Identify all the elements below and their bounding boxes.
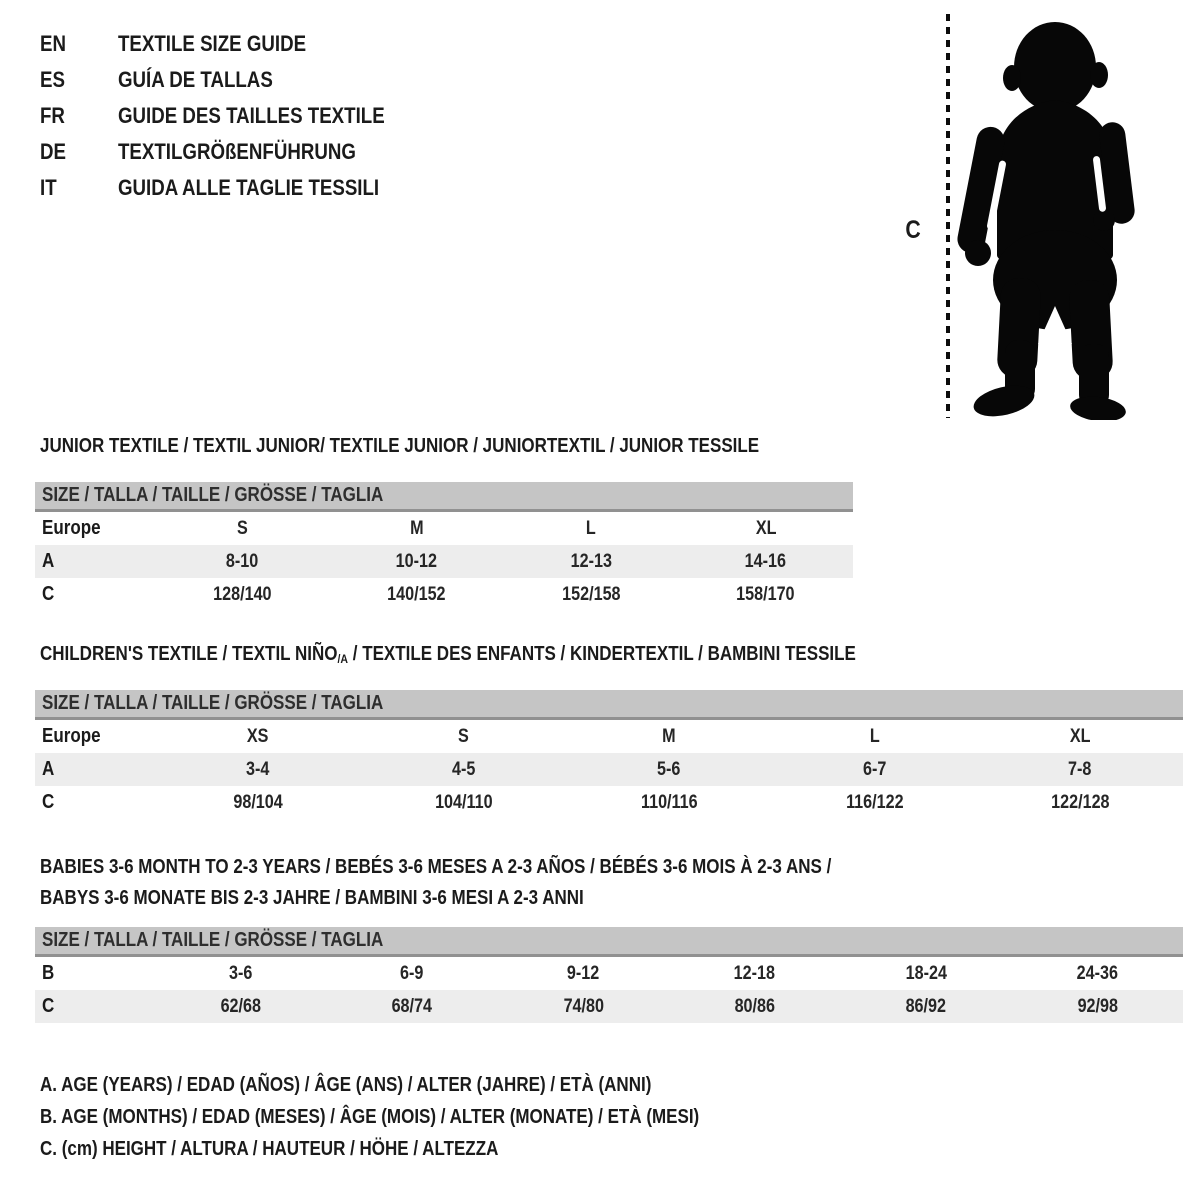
lang-row-de bbox=[40, 134, 432, 170]
legend-line-a: A. AGE (YEARS) / EDAD (AÑOS) / ÂGE (ANS) / ALTER (JAHRE) / ETÀ (ANNI) bbox=[40, 1073, 652, 1096]
lang-row-fr bbox=[40, 98, 432, 134]
lang-label-de: TEXTILGRÖßENFÜHRUNG bbox=[118, 139, 356, 164]
junior-size-table bbox=[35, 482, 853, 611]
lang-code-it: IT bbox=[40, 175, 57, 200]
legend-line-c: C. (cm) HEIGHT / ALTURA / HAUTEUR / HÖHE / ALTEZZA bbox=[40, 1137, 499, 1160]
table-row: A 3-4 4-5 5-6 6-7 7-8 bbox=[35, 753, 1183, 786]
lang-row-it bbox=[40, 170, 432, 206]
language-list bbox=[40, 26, 432, 206]
lang-code-fr: FR bbox=[40, 103, 65, 128]
height-measure-dashed-line bbox=[945, 14, 951, 418]
table-row: C 128/140 140/152 152/158 158/170 bbox=[42, 583, 795, 605]
table-row: Europe S M L XL bbox=[42, 517, 777, 539]
table-row: C 98/104 104/110 110/116 116/122 122/128 bbox=[42, 791, 1110, 813]
lang-row-es bbox=[40, 62, 432, 98]
junior-size-table-header: SIZE / TALLA / TAILLE / GRÖSSE / TAGLIA bbox=[35, 482, 853, 512]
lang-row-en bbox=[40, 26, 432, 62]
lang-label-it: GUIDA ALLE TAGLIE TESSILI bbox=[118, 175, 380, 200]
table-row: B 3-6 6-9 9-12 12-18 18-24 24-36 bbox=[42, 962, 1118, 984]
children-size-table bbox=[35, 690, 1183, 819]
table-row: A 8-10 10-12 12-13 14-16 bbox=[35, 545, 853, 578]
lang-code-es: ES bbox=[40, 67, 65, 92]
table-row: Europe XS S M L XL bbox=[42, 725, 1091, 747]
legend-line-b: B. AGE (MONTHS) / EDAD (MESES) / ÂGE (MOIS) / ALTER (MONATE) / ETÀ (MESI) bbox=[40, 1105, 700, 1128]
lang-code-en: EN bbox=[40, 31, 66, 56]
junior-section-title: JUNIOR TEXTILE / TEXTIL JUNIOR/ TEXTILE JUNIOR / JUNIORTEXTIL / JUNIOR TESSILE bbox=[40, 435, 760, 457]
lang-label-es: GUÍA DE TALLAS bbox=[118, 67, 273, 92]
lang-label-fr: GUIDE DES TAILLES TEXTILE bbox=[118, 103, 385, 128]
children-section-title: CHILDREN'S TEXTILE / TEXTIL NIÑO/A / TEXTILE DES ENFANTS / KINDERTEXTIL / BAMBINI TESSILE bbox=[40, 643, 856, 666]
measure-legend bbox=[40, 1069, 816, 1165]
height-measure-label: C bbox=[905, 216, 921, 244]
babies-size-table-header: SIZE / TALLA / TAILLE / GRÖSSE / TAGLIA bbox=[35, 927, 1183, 957]
babies-section-title: BABIES 3-6 MONTH TO 2-3 YEARS / BEBÉS 3-6 MESES A 2-3 AÑOS / BÉBÉS 3-6 MOIS À 2-3 ANS / BABYS 3-6 MONATE BIS 2-3 JAHRE / BAMBINI 3-6 MESI A 2-3 ANNI bbox=[40, 856, 832, 909]
table-row: C 62/68 68/74 74/80 80/86 86/92 92/98 bbox=[35, 990, 1183, 1023]
lang-code-de: DE bbox=[40, 139, 66, 164]
toddler-silhouette-icon bbox=[955, 10, 1145, 420]
children-size-table-header: SIZE / TALLA / TAILLE / GRÖSSE / TAGLIA bbox=[35, 690, 1183, 720]
babies-size-table bbox=[35, 927, 1183, 1023]
lang-label-en: TEXTILE SIZE GUIDE bbox=[118, 31, 307, 56]
height-measure-figure bbox=[890, 0, 1200, 430]
